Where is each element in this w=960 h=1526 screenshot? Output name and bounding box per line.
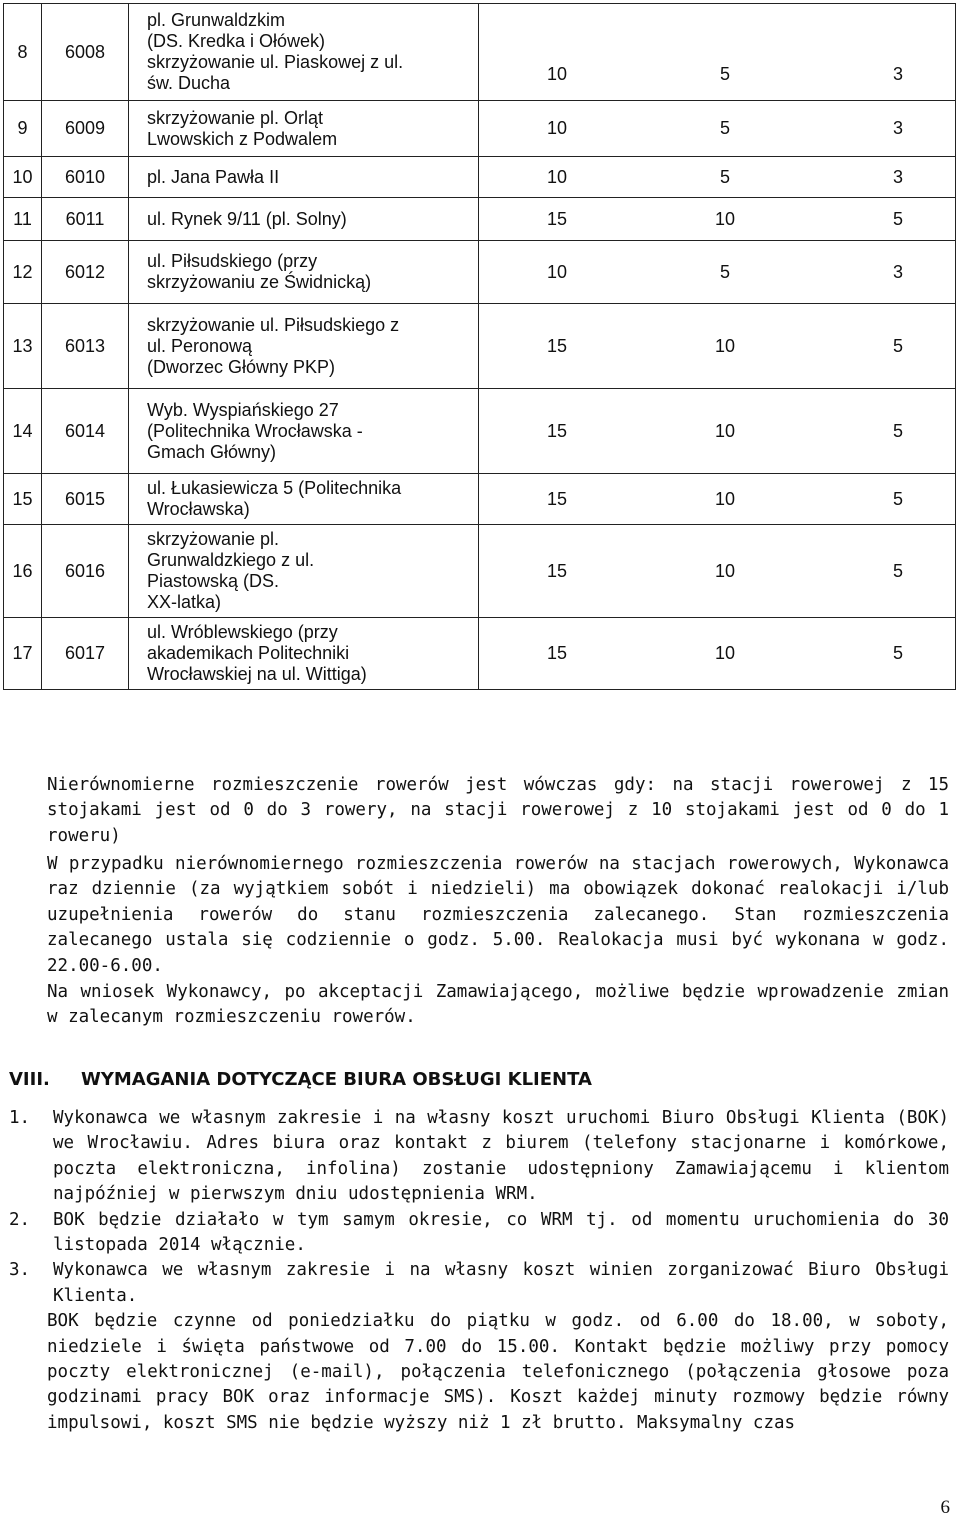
- location-line: skrzyżowanie pl. Orląt: [147, 107, 324, 128]
- cell-code: 6009: [42, 101, 129, 157]
- value-v2: 10: [714, 488, 736, 509]
- cell-values: [479, 389, 956, 474]
- value-v2: 5: [719, 63, 730, 84]
- table-row: [4, 4, 956, 101]
- location-line: św. Ducha: [147, 73, 231, 93]
- section-number: VIII.: [9, 1069, 50, 1090]
- list-item: [9, 1208, 949, 1259]
- location-line: (DS. Kredka i Ołówek): [147, 31, 326, 51]
- values-group: [547, 421, 903, 442]
- location-line: Piastowską (DS.: [147, 571, 280, 591]
- paragraph-changes: Na wniosek Wykonawcy, po akceptacji Zamawiającego, możliwe będzie wprowadzenie zmian w zalecanym rozmieszczeniu rowerów.: [47, 982, 949, 1028]
- value-v3: 5: [892, 208, 903, 229]
- values-group: [547, 336, 903, 357]
- value-v1: 15: [547, 420, 568, 441]
- cell-values: [479, 474, 956, 525]
- value-v3: 5: [892, 488, 903, 509]
- cell-number: 9: [4, 101, 42, 157]
- values-group: [547, 118, 903, 139]
- location-line: Lwowskich z Podwalem: [147, 128, 338, 149]
- table-row: [4, 389, 956, 474]
- cell-values: [479, 157, 956, 198]
- value-v3: 5: [892, 560, 903, 581]
- location-line: skrzyżowanie pl.: [147, 529, 280, 549]
- location-line: (Politechnika Wrocławska -: [147, 420, 363, 441]
- values-group: [547, 167, 903, 188]
- cell-number: 13: [4, 304, 42, 389]
- cell-number: 15: [4, 474, 42, 525]
- location-line: ul. Piłsudskiego (przy: [147, 251, 318, 271]
- location-line: akademikach Politechniki: [147, 643, 350, 663]
- cell-location: [129, 157, 479, 198]
- cell-location: [129, 389, 479, 474]
- value-v2: 5: [719, 261, 730, 282]
- table-row: [4, 241, 956, 304]
- table-row: [4, 198, 956, 241]
- values-group: [547, 209, 903, 230]
- value-v1: 15: [547, 335, 568, 356]
- location-line: skrzyżowanie ul. Piaskowej z ul.: [147, 52, 404, 72]
- cell-number: 17: [4, 618, 42, 690]
- cell-code: 6016: [42, 525, 129, 618]
- cell-values: [479, 304, 956, 389]
- item3-continuation: BOK będzie czynne od poniedziałku do piątku w godz. od 6.00 do 18.00, w soboty, niedziele i święta państwowe od 7.00 do 15.00. Kontakt będzie możliwy przy pomocy poczty elektronicznej (e-mail), połączenia telefonicznego (połączenia głosowe poza godzinami pracy BOK oraz informacje SMS). Koszt każdej minuty rozmowy będzie równy impulsowi, koszt SMS nie będzie wyższy niż 1 zł brutto. Maksymalny czas: [47, 1311, 949, 1433]
- paragraph-uneven-distribution: Nierównomierne rozmieszczenie rowerów jest wówczas gdy: na stacji rowerowej z 15 stojakami jest od 0 do 3 rowery, na stacji rowerowej z 10 stojakami jest od 0 do 1 roweru): [47, 775, 949, 846]
- location-line: Wrocławska): [147, 499, 250, 519]
- table-row: [4, 474, 956, 525]
- paragraph-realocation: W przypadku nierównomiernego rozmieszczenia rowerów na stacjach rowerowych, Wykonawca raz dziennie (za wyjątkiem sobót i niedzieli) ma obowiązek dokonać realokacji i/lub uzupełnienia rowerów do stanu rozmieszczenia zalecanego. Stan rozmieszczenia zalecanego ustala się codziennie o godz. 5.00. Realokacja musi być wykonana w godz. 22.00-6.00.: [47, 854, 949, 976]
- value-v1: 10: [547, 63, 568, 84]
- location-line: Gmach Główny): [147, 441, 277, 462]
- value-v2: 10: [714, 420, 736, 441]
- values-group: [547, 561, 903, 582]
- location-line: Wrocławskiej na ul. Wittiga): [147, 664, 367, 684]
- cell-values: [479, 618, 956, 690]
- value-v3: 3: [892, 63, 903, 84]
- location-line: ul. Łukasiewicza 5 (Politechnika: [147, 478, 402, 498]
- value-v1: 10: [547, 118, 568, 138]
- cell-location: [129, 525, 479, 618]
- location-line: pl. Grunwaldzkim: [147, 10, 286, 30]
- cell-number: 11: [4, 198, 42, 241]
- cell-code: 6017: [42, 618, 129, 690]
- value-v3: 3: [892, 261, 903, 282]
- values-group: [547, 262, 903, 283]
- cell-values: [479, 241, 956, 304]
- cell-code: 6008: [42, 4, 129, 101]
- cell-number: 14: [4, 389, 42, 474]
- location-line: Grunwaldzkiego z ul.: [147, 550, 315, 570]
- cell-code: 6015: [42, 474, 129, 525]
- value-v1: 10: [547, 166, 568, 187]
- cell-values: [479, 101, 956, 157]
- cell-code: 6014: [42, 389, 129, 474]
- value-v3: 3: [892, 118, 903, 138]
- value-v1: 15: [547, 643, 568, 663]
- table-row: [4, 525, 956, 618]
- list-item-text: Wykonawca we własnym zakresie i na własny koszt uruchomi Biuro Obsługi Klienta (BOK) we Wrocławiu. Adres biura oraz kontakt z biurem (telefony stacjonarne i komórkowe, poczta elektroniczna, infolina) zostanie udostępniony Zamawiającemu i klientom najpóźniej w pierwszym dniu udostępnienia WRM.: [53, 1108, 949, 1205]
- value-v2: 10: [714, 208, 736, 229]
- location-line: ul. Peronową: [147, 335, 253, 356]
- cell-location: [129, 101, 479, 157]
- list-item-text: BOK będzie działało w tym samym okresie, co WRM tj. od momentu uruchomienia do 30 listopada 2014 włącznie.: [53, 1209, 949, 1256]
- values-group: [547, 489, 903, 510]
- cell-code: 6013: [42, 304, 129, 389]
- value-v2: 10: [714, 335, 736, 356]
- value-v3: 5: [892, 420, 903, 441]
- list-item-number: 3.: [9, 1260, 31, 1281]
- value-v1: 15: [547, 560, 568, 581]
- list-item: [9, 1106, 949, 1208]
- value-v1: 15: [547, 488, 568, 509]
- values-group: [547, 64, 903, 85]
- value-v2: 5: [719, 118, 730, 138]
- section-title: WYMAGANIA DOTYCZĄCE BIURA OBSŁUGI KLIENTA: [81, 1069, 592, 1090]
- value-v3: 5: [892, 643, 903, 663]
- location-line: pl. Jana Pawła II: [147, 166, 280, 187]
- value-v2: 10: [714, 643, 736, 663]
- page-number: 6: [940, 1497, 950, 1518]
- cell-number: 16: [4, 525, 42, 618]
- cell-number: 12: [4, 241, 42, 304]
- cell-code: 6010: [42, 157, 129, 198]
- cell-code: 6011: [42, 198, 129, 241]
- section-heading: [9, 1068, 592, 1092]
- cell-code: 6012: [42, 241, 129, 304]
- location-line: XX-latka): [147, 592, 222, 612]
- cell-location: [129, 4, 479, 101]
- cell-values: [479, 525, 956, 618]
- table-row: [4, 618, 956, 690]
- stations-table: [3, 3, 956, 690]
- table-row: [4, 101, 956, 157]
- cell-location: [129, 304, 479, 389]
- cell-location: [129, 241, 479, 304]
- list-item-text: Wykonawca we własnym zakresie i na własny koszt winien zorganizować Biuro Obsługi Klienta.: [53, 1260, 949, 1306]
- cell-location: [129, 474, 479, 525]
- list-item: [9, 1258, 949, 1309]
- location-line: skrzyżowaniu ze Świdnicką): [147, 272, 372, 292]
- location-line: Wyb. Wyspiańskiego 27: [147, 399, 339, 420]
- value-v2: 10: [714, 560, 736, 581]
- cell-location: [129, 198, 479, 241]
- cell-values: [479, 198, 956, 241]
- value-v1: 10: [547, 261, 568, 282]
- list-item-number: 1.: [9, 1108, 31, 1128]
- cell-number: 10: [4, 157, 42, 198]
- location-line: (Dworzec Główny PKP): [147, 356, 336, 377]
- list-item-number: 2.: [9, 1209, 31, 1230]
- values-group: [547, 643, 903, 664]
- table-row: [4, 304, 956, 389]
- table-row: [4, 157, 956, 198]
- location-line: ul. Wróblewskiego (przy: [147, 622, 338, 642]
- value-v3: 5: [892, 335, 903, 356]
- requirements-list: [9, 1106, 949, 1436]
- cell-number: 8: [4, 4, 42, 101]
- cell-values: [479, 4, 956, 101]
- location-line: skrzyżowanie ul. Piłsudskiego z: [147, 314, 400, 335]
- value-v3: 3: [892, 166, 903, 187]
- cell-location: [129, 618, 479, 690]
- location-line: ul. Rynek 9/11 (pl. Solny): [147, 208, 347, 229]
- value-v2: 5: [719, 166, 730, 187]
- value-v1: 15: [547, 208, 568, 229]
